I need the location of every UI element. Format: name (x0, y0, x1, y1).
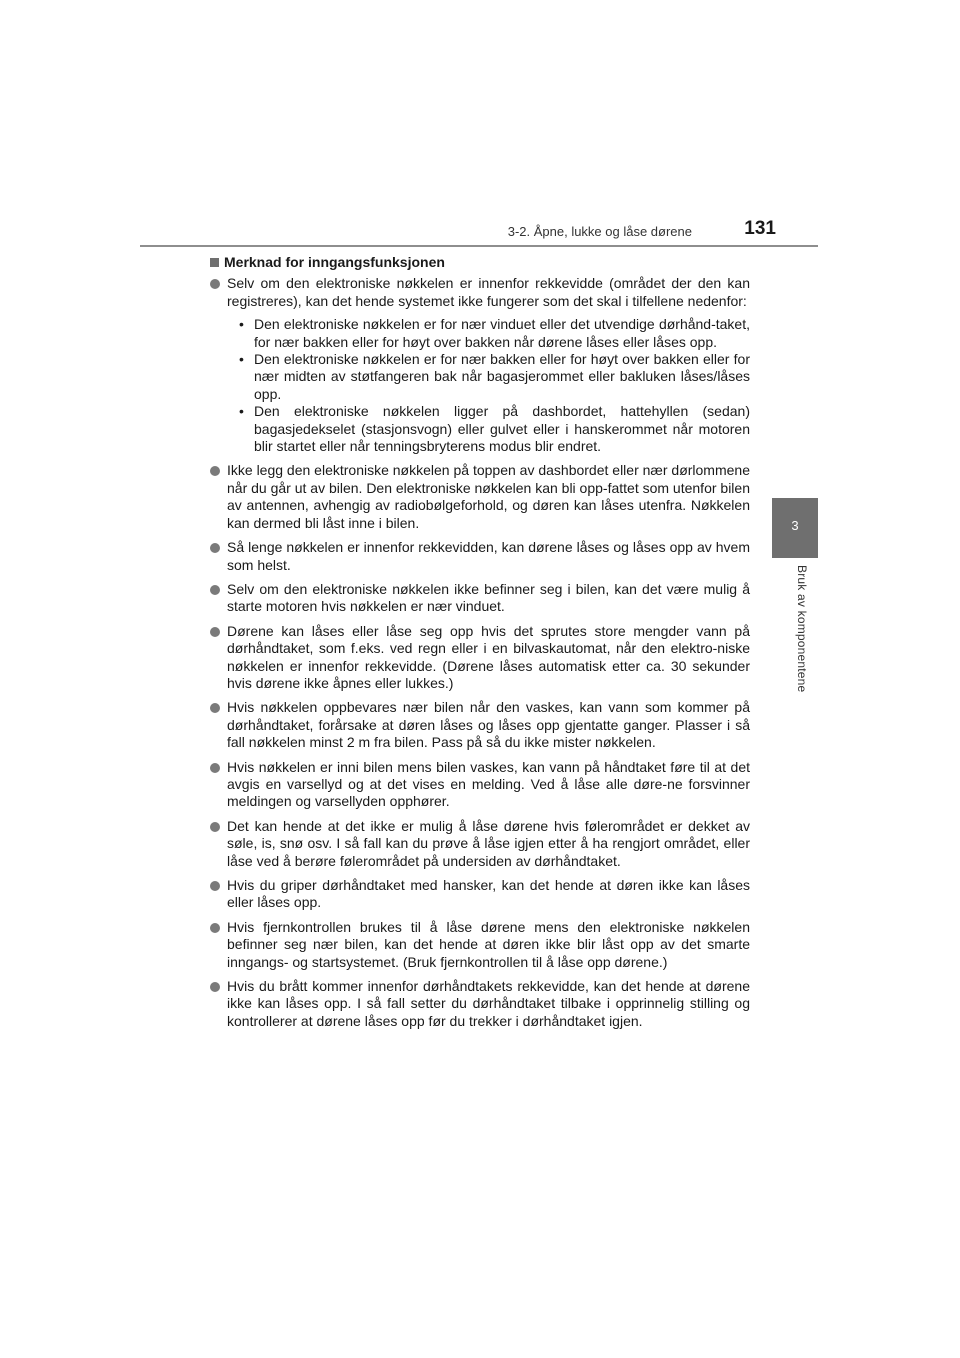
sub-bullet-icon: • (239, 403, 244, 420)
sub-list-item (227, 403, 750, 455)
list-item (210, 275, 750, 455)
chapter-tab (772, 498, 818, 558)
sub-list-item-text: Den elektroniske nøkkelen ligger på dashbordet, hattehyllen (sedan) bagasjedekselet (stasjonsvogn) eller gulvet eller i hanskerommet når motoren blir startet eller når tenningsbryterens modus blir endret. (254, 403, 750, 455)
notes-list (210, 275, 750, 1030)
sub-list (227, 316, 750, 455)
list-item (210, 978, 750, 1030)
list-item-text: Hvis nøkkelen oppbevares nær bilen når den vaskes, kan vann som kommer på dørhåndtaket, forårsake at døren låses og låses opp gjentatte ganger. Plasser i så fall nøkkelen minst 2 m fra bilen. Pass på så du ikke mister nøkkelen. (227, 699, 750, 751)
chapter-label: Bruk av komponentene (795, 565, 809, 693)
bullet-dot-icon (210, 703, 220, 713)
sub-bullet-icon: • (239, 316, 244, 333)
list-item (210, 623, 750, 693)
bullet-dot-icon (210, 763, 220, 773)
bullet-dot-icon (210, 881, 220, 891)
square-bullet-icon (210, 258, 219, 267)
header-divider (140, 245, 818, 247)
list-item (210, 699, 750, 751)
page-header (140, 218, 780, 246)
bullet-dot-icon (210, 982, 220, 992)
list-item-text: Selv om den elektroniske nøkkelen er innenfor rekkevidde (området der den kan registreres), kan det hende systemet ikke fungerer som det skal i tilfellene nedenfor: (227, 275, 750, 309)
list-item-text: Hvis du brått kommer innenfor dørhåndtakets rekkevidde, kan det hende at dørene ikke kan låses opp. I så fall setter du dørhåndtaket tilbake i opprinnelig stilling og kontrollerer at dørene låses opp før du trekker i dørhåndtaket igjen. (227, 978, 750, 1029)
list-item-text: Dørene kan låses eller låse seg opp hvis det sprutes store mengder vann på dørhåndtaket, som f.eks. ved regn eller i en bilvaskautomat, når den elektro-niske nøkkelen er innenfor rekkevidde. (Dørene låses automatisk etter ca. 30 sekunder hvis dørene ikke åpnes eller lukkes.) (227, 622, 750, 691)
sub-list-item (227, 316, 750, 351)
main-content (210, 254, 750, 1037)
sub-list-item (227, 351, 750, 403)
list-item (210, 818, 750, 870)
list-item-text: Hvis fjernkontrollen brukes til å låse dørene mens den elektroniske nøkkelen befinner seg nær bilen, kan det hende at døren ikke blir låst opp av det smarte inngangs- og startsystemet. (Bruk fjernkontrollen til å låse opp dørene.) (227, 918, 750, 970)
section-title-text: Merknad for inngangsfunksjonen (224, 254, 445, 270)
bullet-dot-icon (210, 466, 220, 476)
list-item-text: Hvis nøkkelen er inni bilen mens bilen vaskes, kan vann på håndtaket føre til at det avgis en varsellyd og at det vises en melding. Ved å låse alle døre-ne forsvinner meldingen og varsellyden opphører. (227, 758, 750, 810)
section-heading (210, 254, 750, 271)
bullet-dot-icon (210, 822, 220, 832)
list-item (210, 462, 750, 532)
list-item-text: Ikke legg den elektroniske nøkkelen på toppen av dashbordet eller nær dørlommene når du går ut av bilen. Den elektroniske nøkkelen kan bli opp-fattet som utenfor bilen av antennen, avhengig av radiobølgeforhold, og døren kan låses utenfra. Nøkkelen kan dermed bli låst inne i bilen. (227, 462, 750, 531)
section-breadcrumb: 3-2. Åpne, lukke og låse dørene (507, 224, 692, 239)
list-item-text: Det kan hende at det ikke er mulig å låse dørene hvis følerområdet er dekket av søle, is, snø osv. I så fall kan du prøve å låse igjen etter å ha rengjort området, eller låse ved å berøre følerområdet på undersiden av dørhåndtaket. (227, 817, 750, 869)
list-item (210, 539, 750, 574)
list-item (210, 919, 750, 971)
list-item (210, 877, 750, 912)
list-item-text: Hvis du griper dørhåndtaket med hansker, kan det hende at døren ikke kan låses eller låses opp. (227, 877, 750, 911)
list-item (210, 759, 750, 811)
bullet-dot-icon (210, 585, 220, 595)
list-item-text: Selv om den elektroniske nøkkelen ikke befinner seg i bilen, kan det være mulig å starte motoren hvis nøkkelen er nær vinduet. (227, 580, 750, 615)
bullet-dot-icon (210, 923, 220, 933)
sub-list-item-text: Den elektroniske nøkkelen er for nær bakken eller for høyt over bakken eller for nær midten av støtfangeren bak når bagasjerommet eller bakluken låses/låses opp. (254, 351, 750, 402)
sub-list-item-text: Den elektroniske nøkkelen er for nær vinduet eller det utvendige dørhånd-taket, for nær bakken eller for høyt over bakken når dørene låses eller låses opp. (254, 316, 750, 350)
page-number: 131 (744, 218, 776, 239)
bullet-dot-icon (210, 627, 220, 637)
chapter-number: 3 (791, 518, 799, 533)
bullet-dot-icon (210, 279, 220, 289)
bullet-dot-icon (210, 543, 220, 553)
list-item (210, 581, 750, 616)
sub-bullet-icon: • (239, 351, 244, 368)
list-item-text: Så lenge nøkkelen er innenfor rekkevidden, kan dørene låses og låses opp av hvem som helst. (227, 539, 750, 573)
